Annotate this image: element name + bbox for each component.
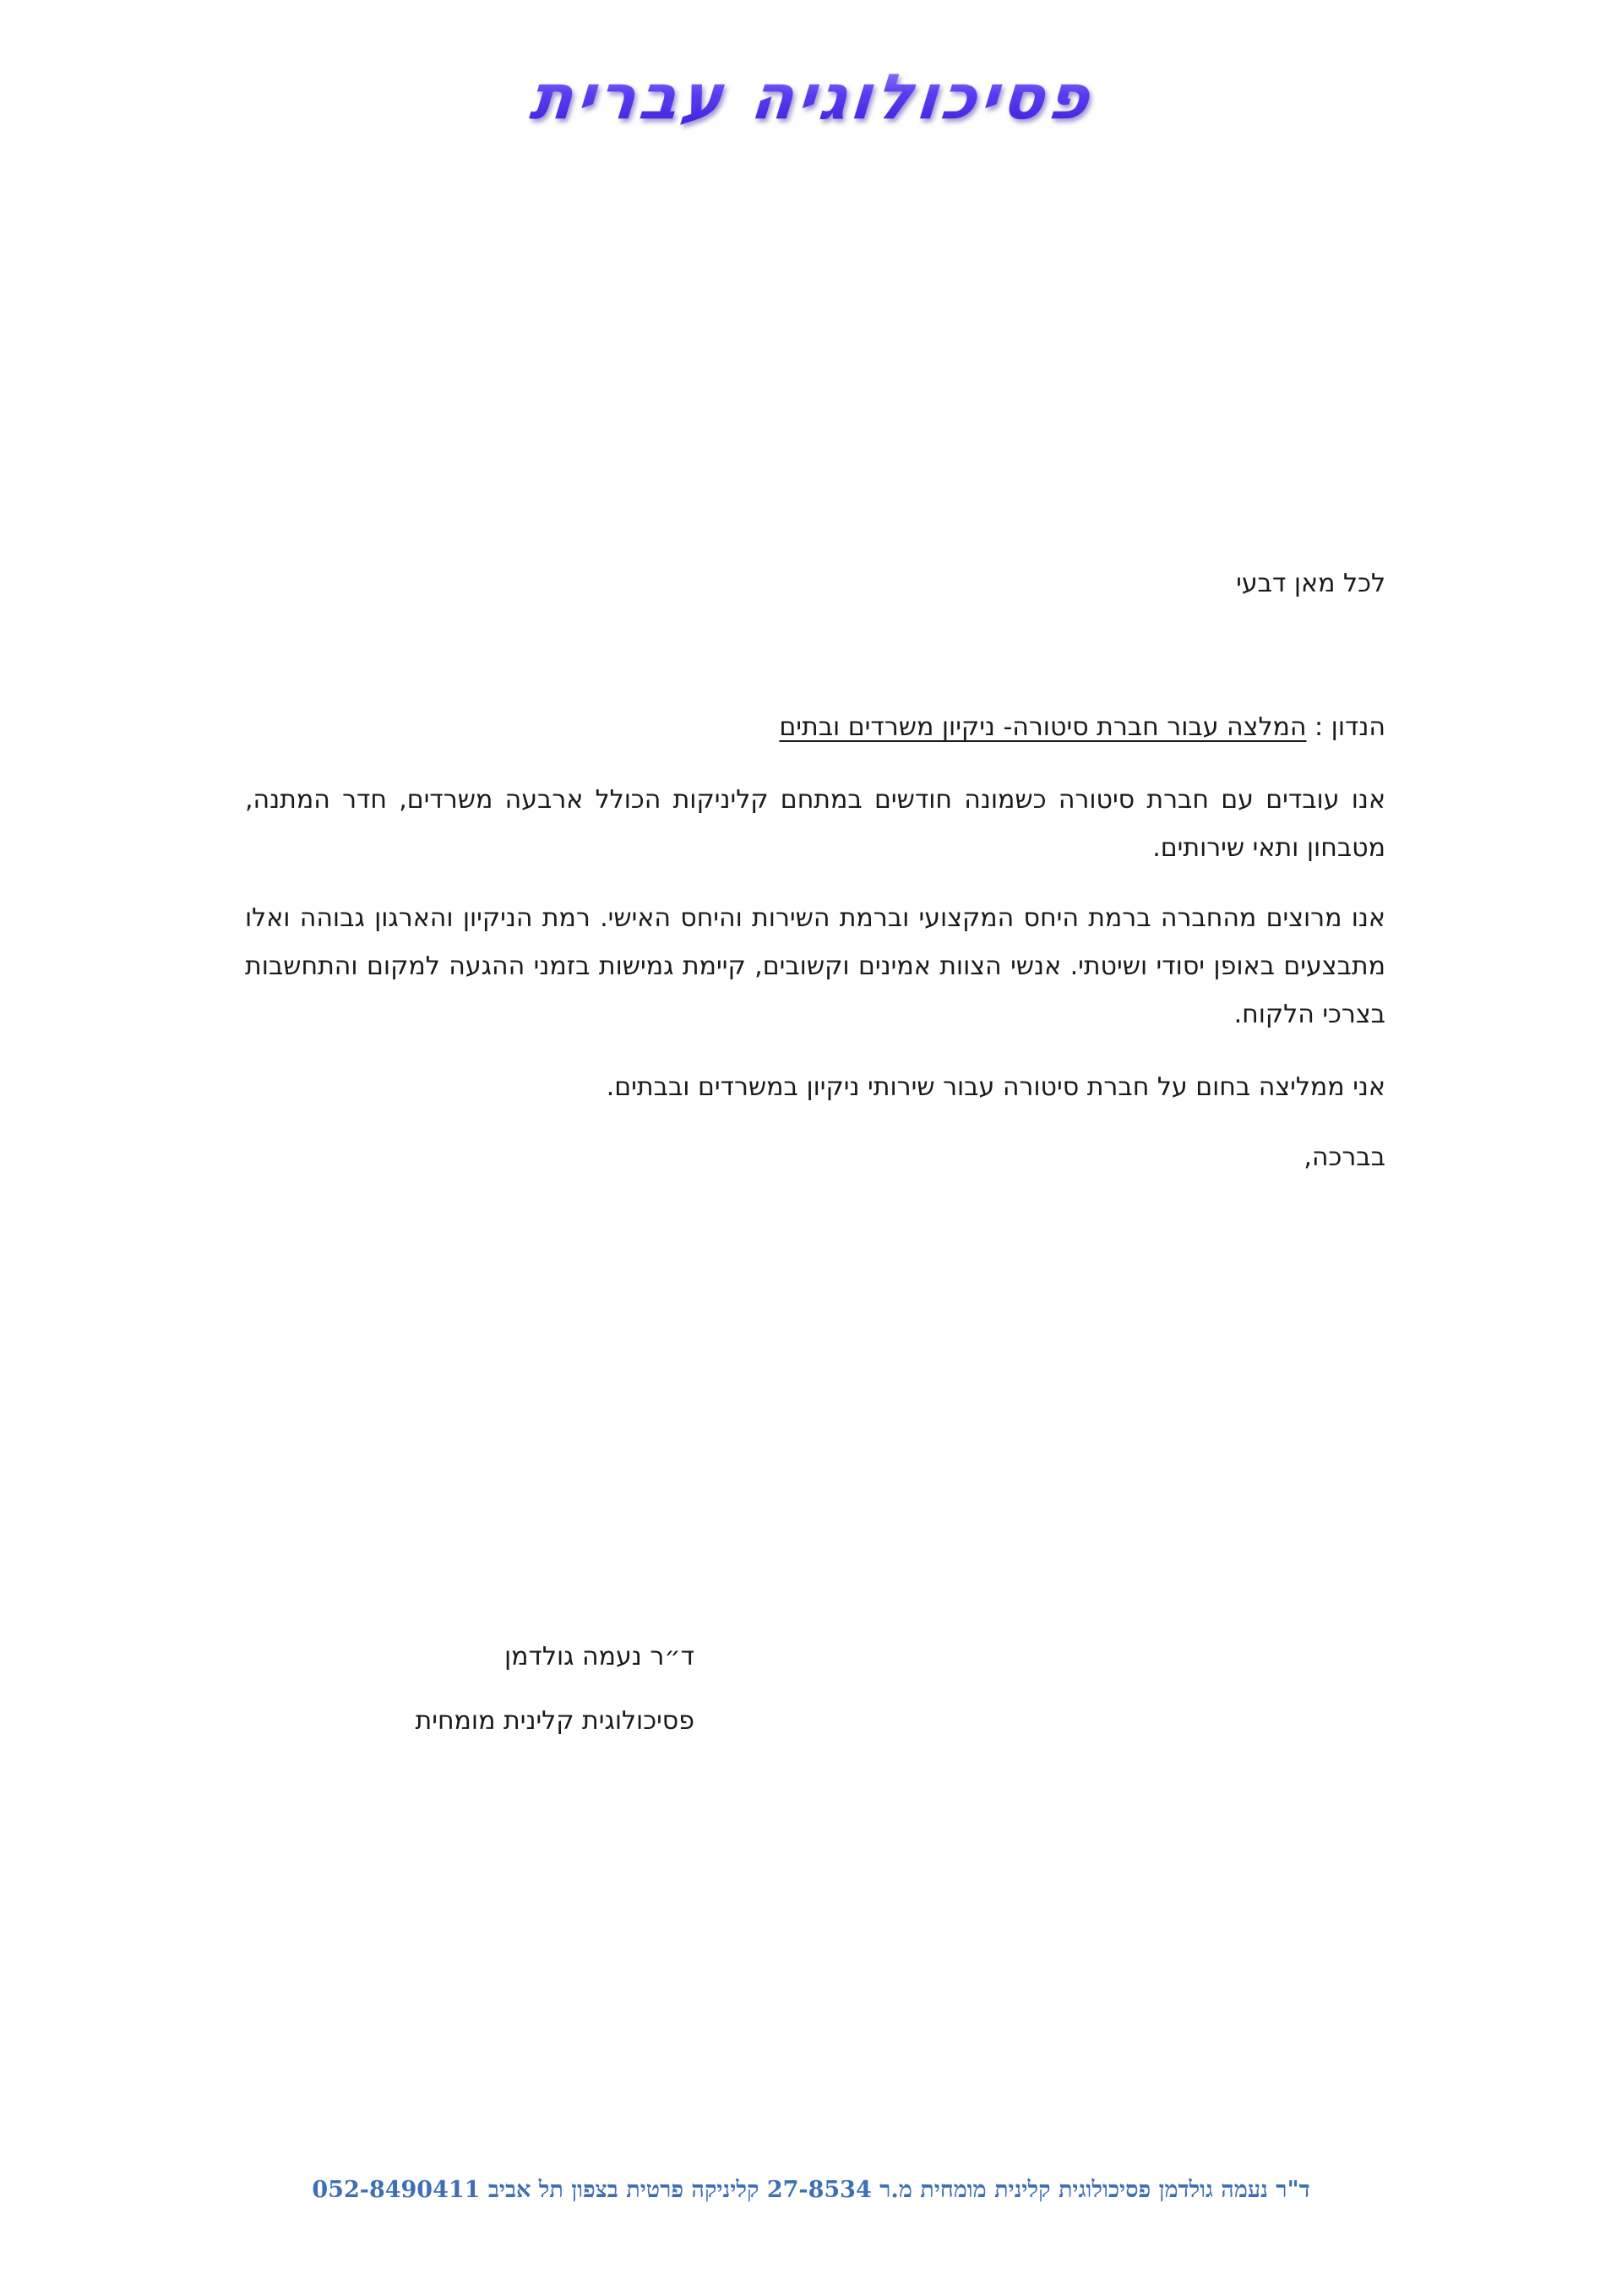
- greeting: לכל מאן דבעי: [1236, 569, 1385, 598]
- closing: בברכה,: [1304, 1143, 1385, 1172]
- signature-title: פסיכולוגית קלינית מומחית: [415, 1706, 694, 1736]
- subject-prefix: הנדון :: [1306, 712, 1385, 742]
- paragraph-2: אנו מרוצים מהחברה ברמת היחס המקצועי וברמת השירות והיחס האישי. רמת הניקיון והארגון גבוהה ואלו מתבצעים באופן יסודי ושיטתי. אנשי הצוות אמינים וקשובים, קיימת גמישות בזמני ההגעה למקום והתחשבות בצרכי הלקוח.: [245, 903, 1385, 1029]
- signature-name: ד״ר נעמה גולדמן: [504, 1642, 694, 1672]
- paragraph-3: אני ממליצה בחום על חברת סיטורה עבור שירותי ניקיון במשרדים ובבתים.: [606, 1072, 1385, 1102]
- subject-text: המלצה עבור חברת סיטורה- ניקיון משרדים ובתים: [779, 712, 1307, 742]
- footer-contact: ד"ר נעמה גולדמן פסיכולוגית קלינית מומחית מ.ר 27-8534 קליניקה פרטית בצפון תל אביב 052-8490411: [312, 2177, 1310, 2203]
- logo-text: פסיכולוגיה עברית: [525, 61, 1097, 134]
- paragraph-1: אנו עובדים עם חברת סיטורה כשמונה חודשים במתחם קליניקות הכולל ארבעה משרדים, חדר המתנה, מטבחון ותאי שירותים.: [245, 785, 1385, 863]
- subject-line: [245, 703, 1385, 751]
- letterhead-logo: [0, 61, 1622, 134]
